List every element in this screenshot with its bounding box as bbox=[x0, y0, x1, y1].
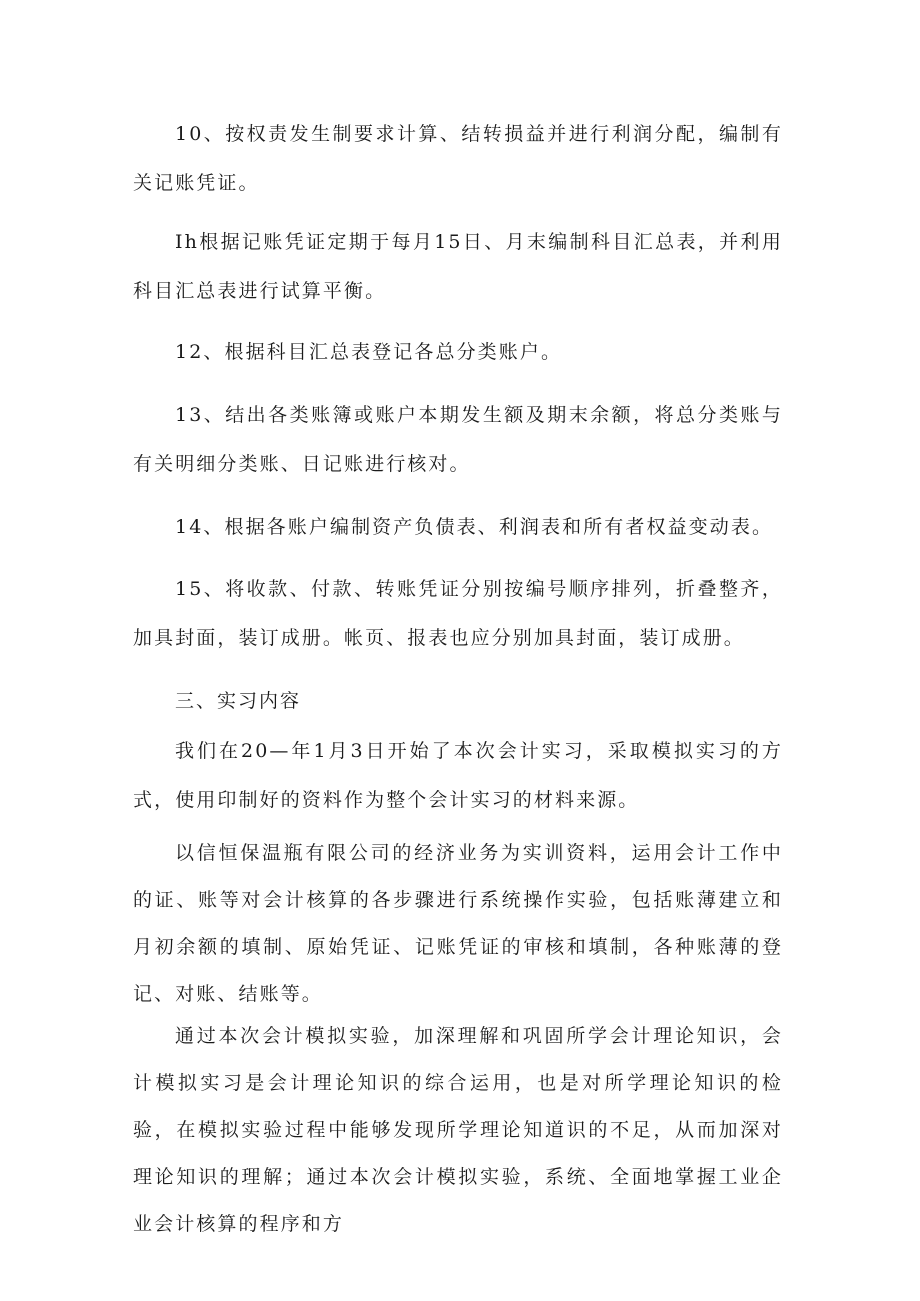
paragraph-item-14: 14、根据各账户编制资产负债表、利润表和所有者权益变动表。 bbox=[175, 516, 774, 538]
paragraph-internship-purpose: 通过本次会计模拟实验，加深理解和巩固所学会计理论知识，会计模拟实习是会计理论知识的综合运用，也是对所学理论知识的检验，在模拟实验过程中能够发现所学理论知道识的不足，从而加深对理论知识的理解；通过本次会计模拟实验，系统、全面地掌握工业企业会计核算的程序和方 bbox=[133, 1025, 783, 1235]
paragraph-item-11: Ih根据记账凭证定期于每月15日、月末编制科目汇总表，并利用科目汇总表进行试算平衡。 bbox=[133, 231, 783, 302]
paragraph-item-15: 15、将收款、付款、转账凭证分别按编号顺序排列，折叠整齐，加具封面，装订成册。帐页、报表也应分别加具封面，装订成册。 bbox=[133, 578, 783, 649]
section-heading: 三、实习内容 bbox=[175, 690, 302, 712]
paragraph-item-12: 12、根据科目汇总表登记各总分类账户。 bbox=[175, 341, 563, 363]
paragraph-internship-start: 我们在20—年1月3日开始了本次会计实习，采取模拟实习的方式，使用印制好的资料作为整个会计实习的材料来源。 bbox=[133, 740, 783, 811]
paragraph-item-10: 10、按权责发生制要求计算、结转损益并进行利润分配，编制有关记账凭证。 bbox=[133, 123, 783, 194]
paragraph-item-13: 13、结出各类账簿或账户本期发生额及期末余额，将总分类账与有关明细分类账、日记账进行核对。 bbox=[133, 404, 783, 475]
paragraph-training-material: 以信恒保温瓶有限公司的经济业务为实训资料，运用会计工作中的证、账等对会计核算的各步骤进行系统操作实验，包括账薄建立和月初余额的填制、原始凭证、记账凭证的审核和填制，各种账薄的登记、对账、结账等。 bbox=[133, 842, 783, 1005]
